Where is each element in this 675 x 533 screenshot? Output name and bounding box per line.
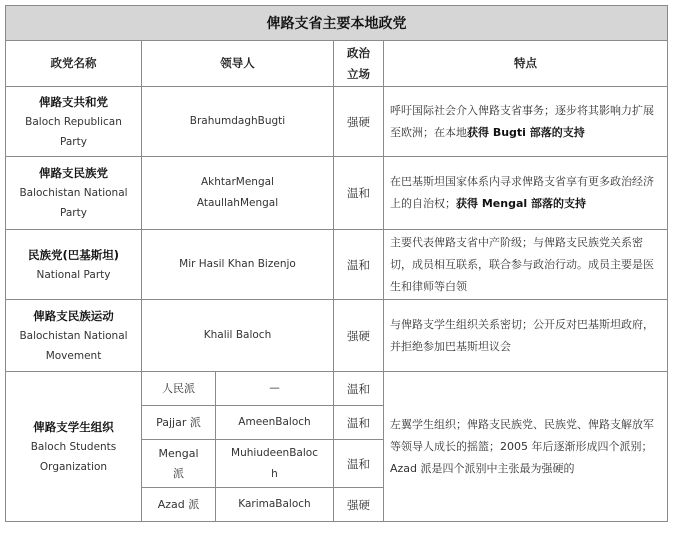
faction-leader-line: h	[271, 467, 278, 480]
faction-stance: 温和	[334, 440, 384, 488]
features-cell	[384, 87, 668, 157]
stance-cell: 强硬	[334, 300, 384, 372]
faction-leader: AmeenBaloch	[216, 406, 334, 440]
header-stance	[334, 41, 384, 87]
features-cell: 与俾路支学生组织关系密切；公开反对巴基斯坦政府，并拒绝参加巴基斯坦议会	[384, 300, 668, 372]
faction-name: Pajjar 派	[142, 406, 216, 440]
stance-cell: 强硬	[334, 87, 384, 157]
header-stance-line2: 立场	[347, 66, 370, 81]
table-row	[6, 87, 668, 157]
table-row	[6, 300, 668, 372]
faction-leader: KarimaBaloch	[216, 488, 334, 522]
features-highlight: 获得 Bugti 部落的支持	[467, 125, 585, 139]
table-title: 俾路支省主要本地政党	[6, 6, 668, 41]
table-row	[6, 157, 668, 230]
faction-name: Azad 派	[142, 488, 216, 522]
stance-cell: 温和	[334, 230, 384, 300]
party-name-cell	[6, 87, 142, 157]
leader-name: AkhtarMengal	[201, 176, 274, 188]
party-name-en: National Party	[36, 268, 111, 281]
party-name-en: Balochistan National	[19, 187, 128, 199]
party-name-en-cont: Party	[60, 135, 87, 148]
faction-stance: 温和	[334, 372, 384, 406]
leader-name: AtaullahMengal	[196, 197, 279, 209]
party-name-en: Baloch Republican	[25, 115, 122, 128]
faction-leader	[216, 440, 334, 488]
header-leader: 领导人	[142, 41, 334, 87]
features-cell	[384, 157, 668, 230]
faction-stance: 温和	[334, 406, 384, 440]
faction-name-line: Mengal	[158, 446, 199, 460]
party-name-zh: 民族党(巴基斯坦)	[27, 247, 119, 262]
faction-name	[142, 440, 216, 488]
header-features: 特点	[384, 41, 668, 87]
leader-cell	[142, 157, 334, 230]
party-name-en-cont: Party	[60, 207, 87, 219]
faction-stance: 强硬	[334, 488, 384, 522]
header-row	[6, 41, 668, 87]
party-name-en-cont: Movement	[45, 349, 102, 362]
leader-cell: Mir Hasil Khan Bizenjo	[142, 230, 334, 300]
stance-cell: 温和	[334, 157, 384, 230]
leader-cell: Khalil Baloch	[142, 300, 334, 372]
party-name-en-cont: Organization	[39, 460, 108, 473]
table-row	[6, 230, 668, 300]
party-name-zh: 俾路支学生组织	[33, 419, 114, 434]
features-cell: 主要代表俾路支省中产阶级；与俾路支民族党关系密切，成员相互联系，联合参与政治行动。成员主要是医生和律师等白领	[384, 230, 668, 300]
party-name-en: Baloch Students	[30, 440, 117, 453]
title-row	[6, 6, 668, 41]
faction-name: 人民派	[142, 372, 216, 406]
faction-leader: —	[216, 372, 334, 406]
party-name-cell	[6, 230, 142, 300]
features-text: 在巴基斯坦国家体系内寻求俾路支省享有更多政治经济上的自治权；	[390, 175, 654, 210]
features-cell: 左翼学生组织；俾路支民族党、民族党、俾路支解放军等领导人成长的摇篮；2005 年后逐渐形成四个派别；Azad 派是四个派别中主张最为强硬的	[384, 372, 668, 522]
faction-row	[6, 372, 668, 406]
party-name-zh: 俾路支民族党	[39, 166, 108, 180]
party-name-cell	[6, 372, 142, 522]
party-name-cell	[6, 300, 142, 372]
faction-name-line: 派	[173, 466, 184, 480]
features-highlight: 获得 Mengal 部落的支持	[456, 197, 586, 210]
party-name-cell	[6, 157, 142, 230]
header-party-name: 政党名称	[6, 41, 142, 87]
faction-leader-line: MuhiudeenBaloc	[231, 446, 318, 459]
header-stance-line1: 政治	[347, 45, 370, 60]
parties-table	[5, 5, 668, 522]
party-name-en: Balochistan National	[19, 329, 128, 342]
leader-cell: BrahumdaghBugti	[142, 87, 334, 157]
party-name-zh: 俾路支民族运动	[33, 308, 114, 323]
party-name-zh: 俾路支共和党	[39, 94, 108, 109]
features-text: 呼吁国际社会介入俾路支省事务；逐步将其影响力扩展至欧洲；在本地	[390, 103, 654, 139]
